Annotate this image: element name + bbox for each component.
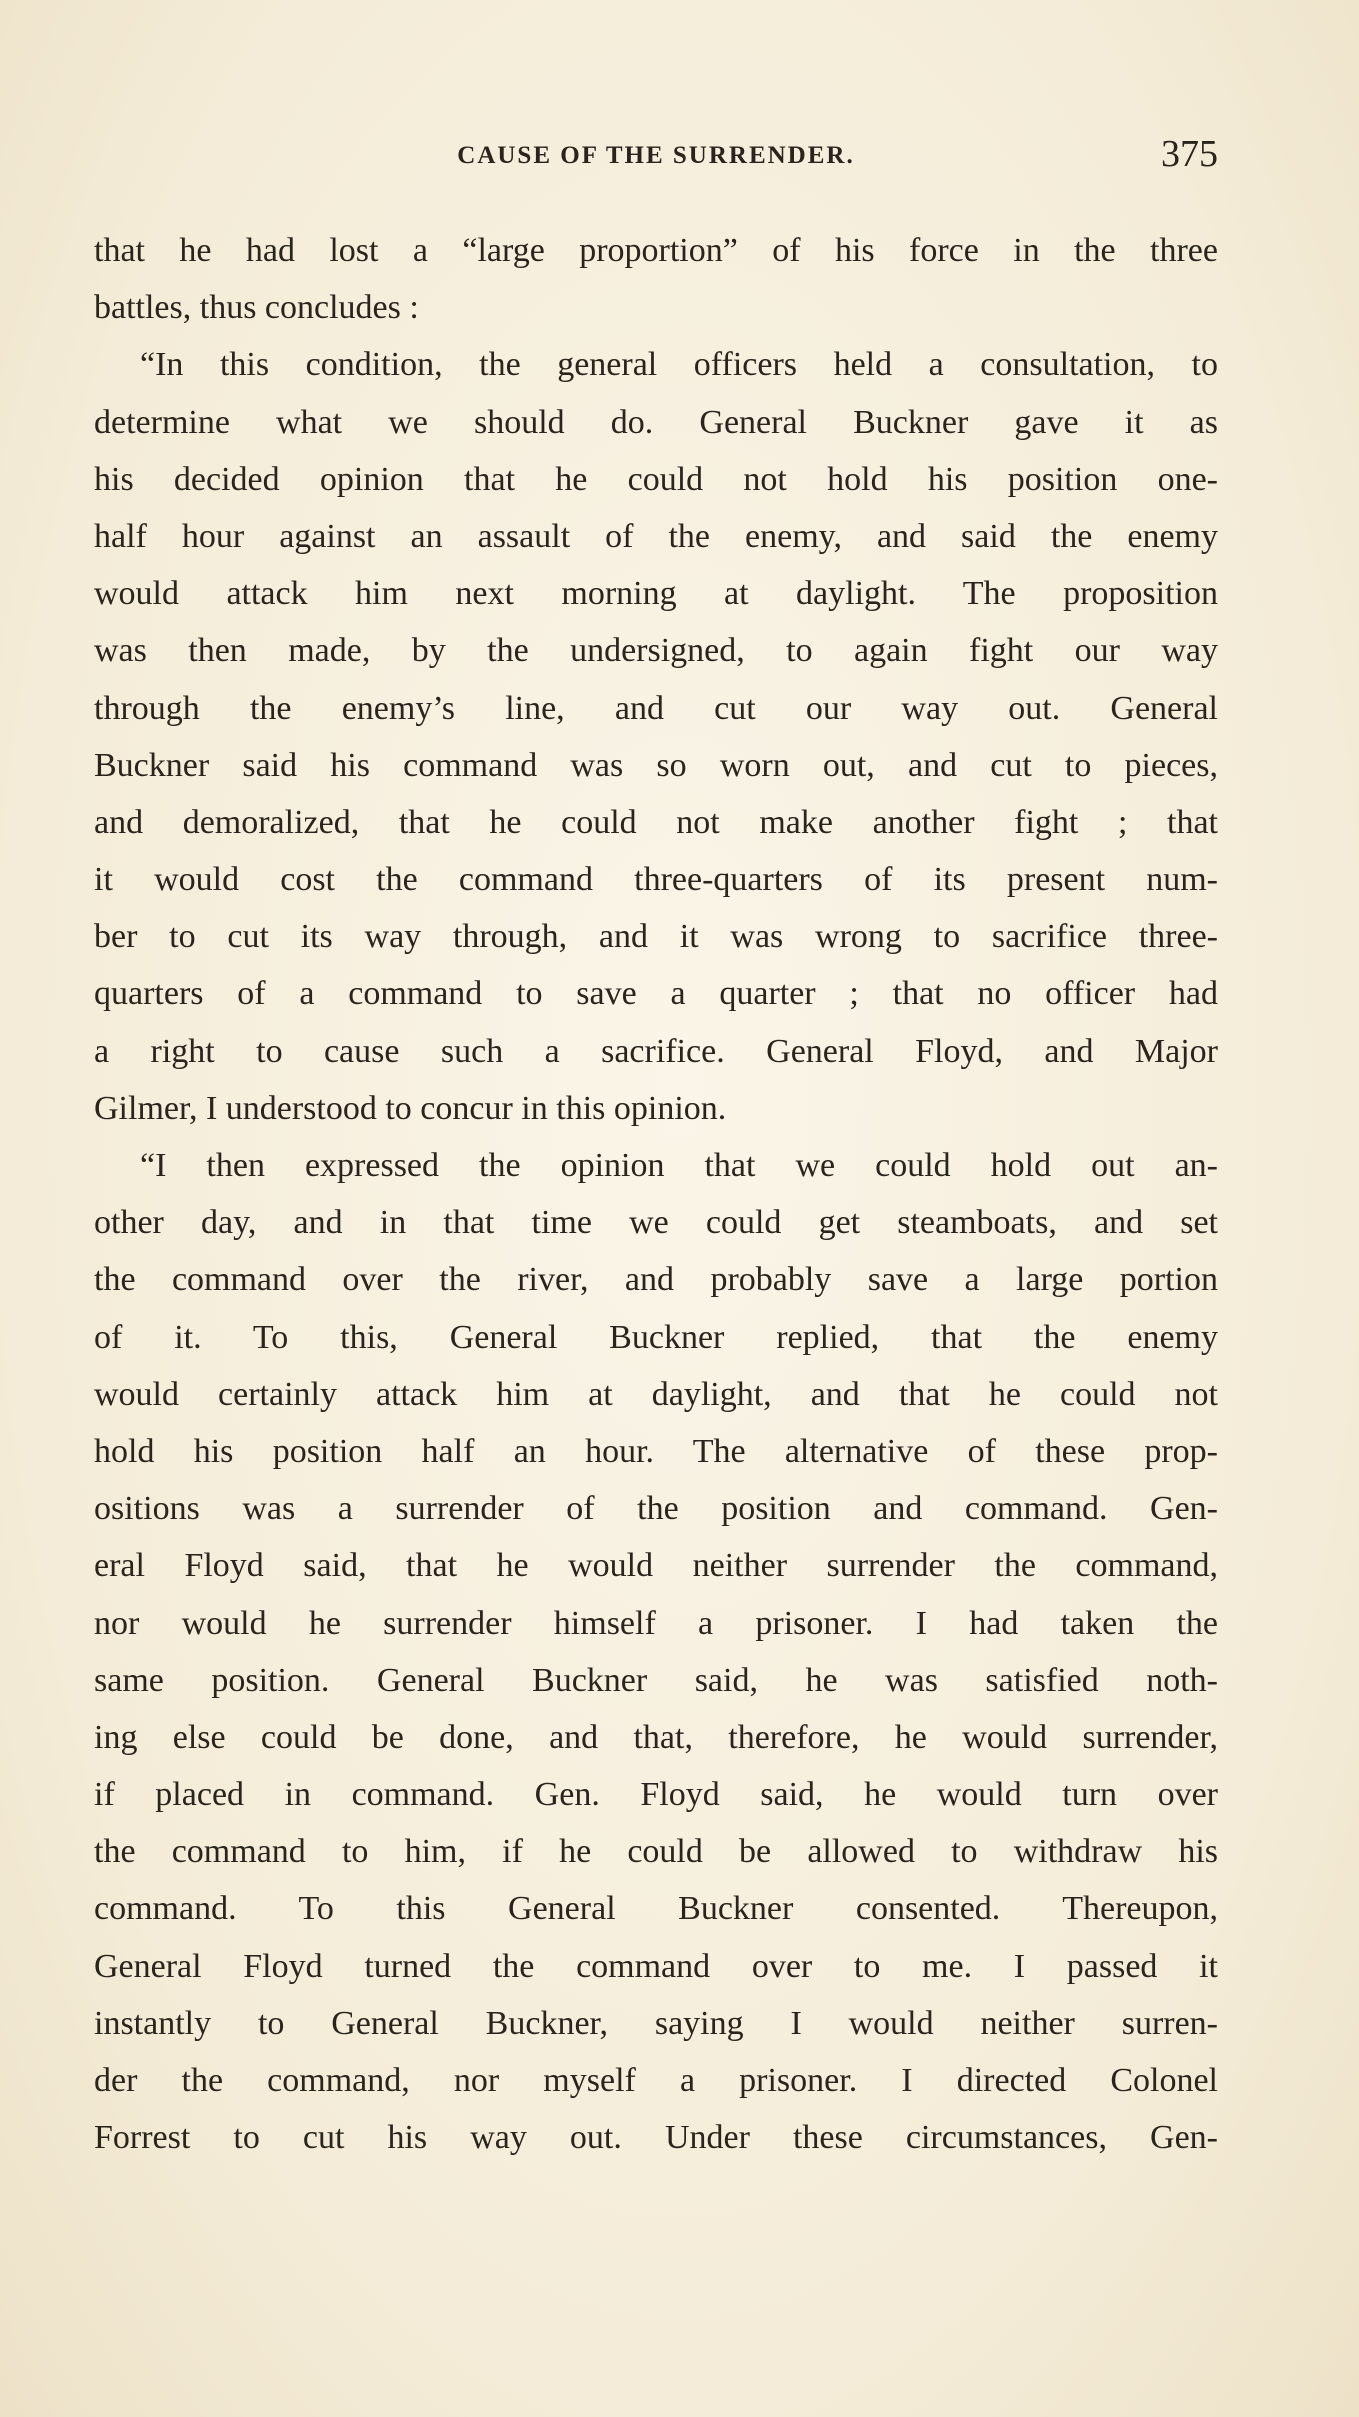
text-line: “In this condition, the general officers held a consultation, to — [140, 346, 1218, 384]
text-line: same position. General Buckner said, he was satisfied noth- — [94, 1661, 1218, 1699]
text-line: the command to him, if he could be allowed to withdraw his — [94, 1833, 1218, 1871]
text-line: a right to cause such a sacrifice. General Floyd, and Major — [94, 1032, 1218, 1070]
text-line: of it. To this, General Buckner replied, that the enemy — [94, 1318, 1218, 1356]
text-line: hold his position half an hour. The alternative of these prop- — [94, 1432, 1218, 1470]
text-line: his decided opinion that he could not hold his position one- — [94, 460, 1218, 498]
text-line: would certainly attack him at daylight, and that he could not — [94, 1375, 1218, 1413]
text-line: ber to cut its way through, and it was wrong to sacrifice three- — [94, 918, 1218, 956]
text-line: through the enemy’s line, and cut our way out. General — [94, 689, 1218, 727]
page-number: 375 — [1161, 133, 1218, 175]
text-line: instantly to General Buckner, saying I would neither surren- — [94, 2004, 1218, 2042]
text-line: it would cost the command three-quarters of its present num- — [94, 861, 1218, 899]
page-header — [94, 133, 1218, 188]
text-line: quarters of a command to save a quarter ; that no officer had — [94, 975, 1218, 1013]
text-line: would attack him next morning at daylight. The proposition — [94, 575, 1218, 613]
text-line: General Floyd turned the command over to me. I passed it — [94, 1947, 1218, 1985]
text-line: and demoralized, that he could not make another fight ; that — [94, 803, 1218, 841]
text-line: was then made, by the undersigned, to again fight our way — [94, 632, 1218, 670]
running-head: CAUSE OF THE SURRENDER. — [457, 142, 855, 169]
text-line: determine what we should do. General Buckner gave it as — [94, 403, 1218, 441]
text-line: ositions was a surrender of the position and command. Gen- — [94, 1490, 1218, 1528]
text-line: Gilmer, I understood to concur in this opinion. — [94, 1089, 727, 1127]
text-line: “I then expressed the opinion that we could hold out an- — [140, 1147, 1218, 1184]
text-line: that he had lost a “large proportion” of his force in the three — [94, 232, 1218, 269]
text-line: eral Floyd said, that he would neither surrender the command, — [94, 1547, 1218, 1585]
body-text — [94, 222, 1218, 2166]
text-line: nor would he surrender himself a prisoner. I had taken the — [94, 1604, 1218, 1642]
text-line: Buckner said his command was so worn out, and cut to pieces, — [94, 746, 1218, 784]
text-line: Forrest to cut his way out. Under these circumstances, Gen- — [94, 2119, 1218, 2157]
text-line: other day, and in that time we could get steamboats, and set — [94, 1204, 1218, 1242]
text-line: half hour against an assault of the enemy, and said the enemy — [94, 517, 1218, 555]
text-line: command. To this General Buckner consented. Thereupon, — [94, 1890, 1218, 1928]
text-line: ing else could be done, and that, therefore, he would surrender, — [94, 1718, 1218, 1756]
text-line: the command over the river, and probably save a large portion — [94, 1261, 1218, 1299]
text-line: if placed in command. Gen. Floyd said, he would turn over — [94, 1776, 1218, 1814]
text-line: der the command, nor myself a prisoner. I directed Colonel — [94, 2062, 1218, 2099]
text-line: battles, thus concludes : — [94, 289, 419, 327]
